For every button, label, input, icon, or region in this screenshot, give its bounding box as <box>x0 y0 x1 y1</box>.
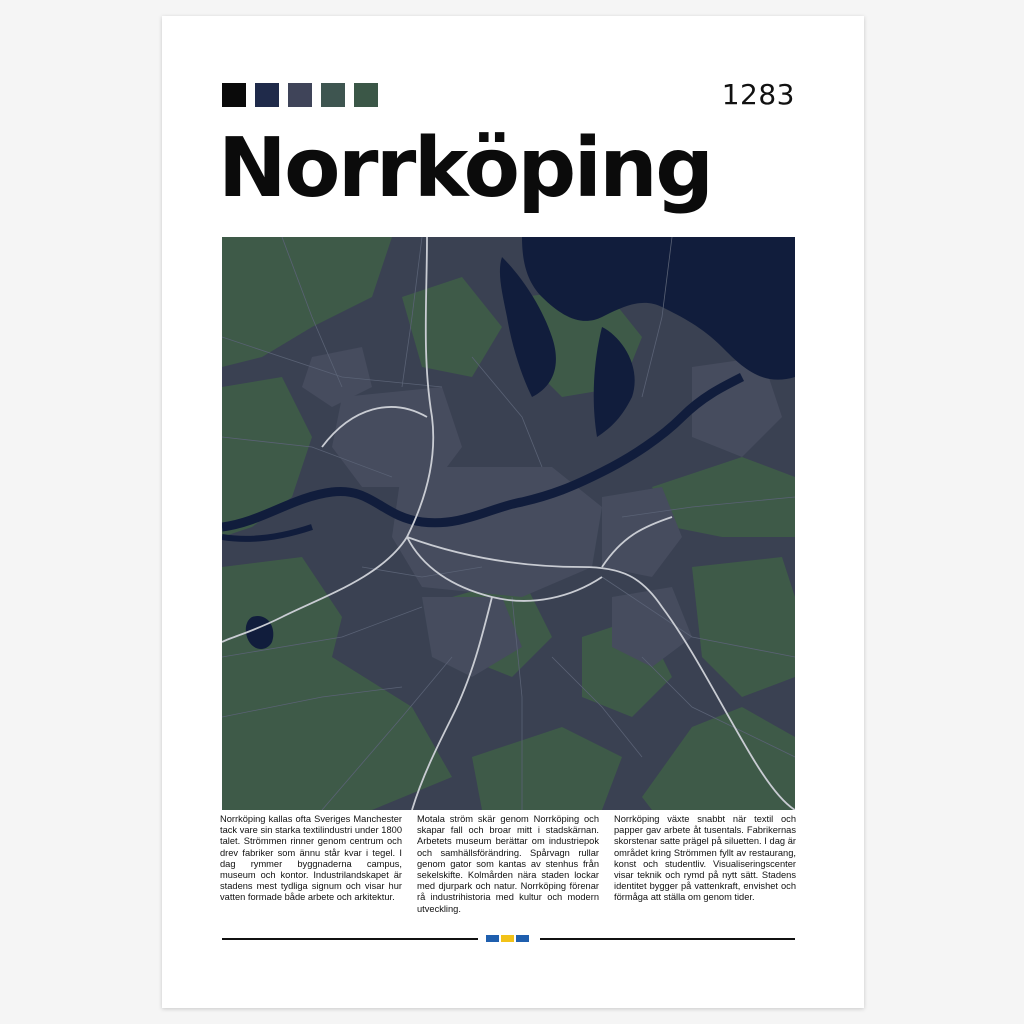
black-swatch <box>222 83 246 107</box>
color-palette <box>222 83 378 107</box>
footer-divider-right <box>540 938 795 940</box>
dark-green-swatch <box>321 83 345 107</box>
city-title: Norrköping <box>218 121 712 216</box>
city-map <box>222 237 795 810</box>
description-column-2: Motala ström skär genom Norrköping och skapar fall och broar mitt i stadskärnan. Arbetets museum berättar om industriepok och samhällsförändring. Spårvagn rullar genom gator som kantas av stenhus från sekelskifte. Kolmården nära staden lockar med djurpark och natur. Norrköping förenar rå industrihistoria med kultur och modern utveckling. <box>417 814 599 914</box>
swedish-flag-icon <box>486 935 529 942</box>
description-column-3: Norrköping växte snabbt när textil och papper gav arbete åt tusentals. Fabrikernas skorstenar satte prägel på siluetten. I dag är området kring Strömmen fyllt av restaurang, konst och studentliv. Visualiseringscenter visar teknik och rymd på nytt sätt. Stadens identitet bygger på vattenkraft, envishet och förmåga att ställa om genom tider. <box>614 814 796 903</box>
flag-stripe-blue-left <box>486 935 499 942</box>
poster <box>162 16 864 1008</box>
description-column-1: Norrköping kallas ofta Sveriges Manchester tack vare sin starka textilindustri under 1800 talet. Strömmen rinner genom centrum och drev fabriker som ännu står kvar i tegel. I dag rymmer byggnaderna campus, museum och kontor. Industrilandskapet är stadens mest tydliga signum och visar hur vatten formade både arbete och arkitektur. <box>220 814 402 903</box>
footer-divider-left <box>222 938 478 940</box>
navy-swatch <box>255 83 279 107</box>
flag-stripe-blue-right <box>516 935 529 942</box>
description-columns <box>220 814 796 915</box>
slate-swatch <box>288 83 312 107</box>
forest-green-swatch <box>354 83 378 107</box>
flag-stripe-yellow <box>501 935 514 942</box>
founding-year: 1283 <box>721 78 795 111</box>
